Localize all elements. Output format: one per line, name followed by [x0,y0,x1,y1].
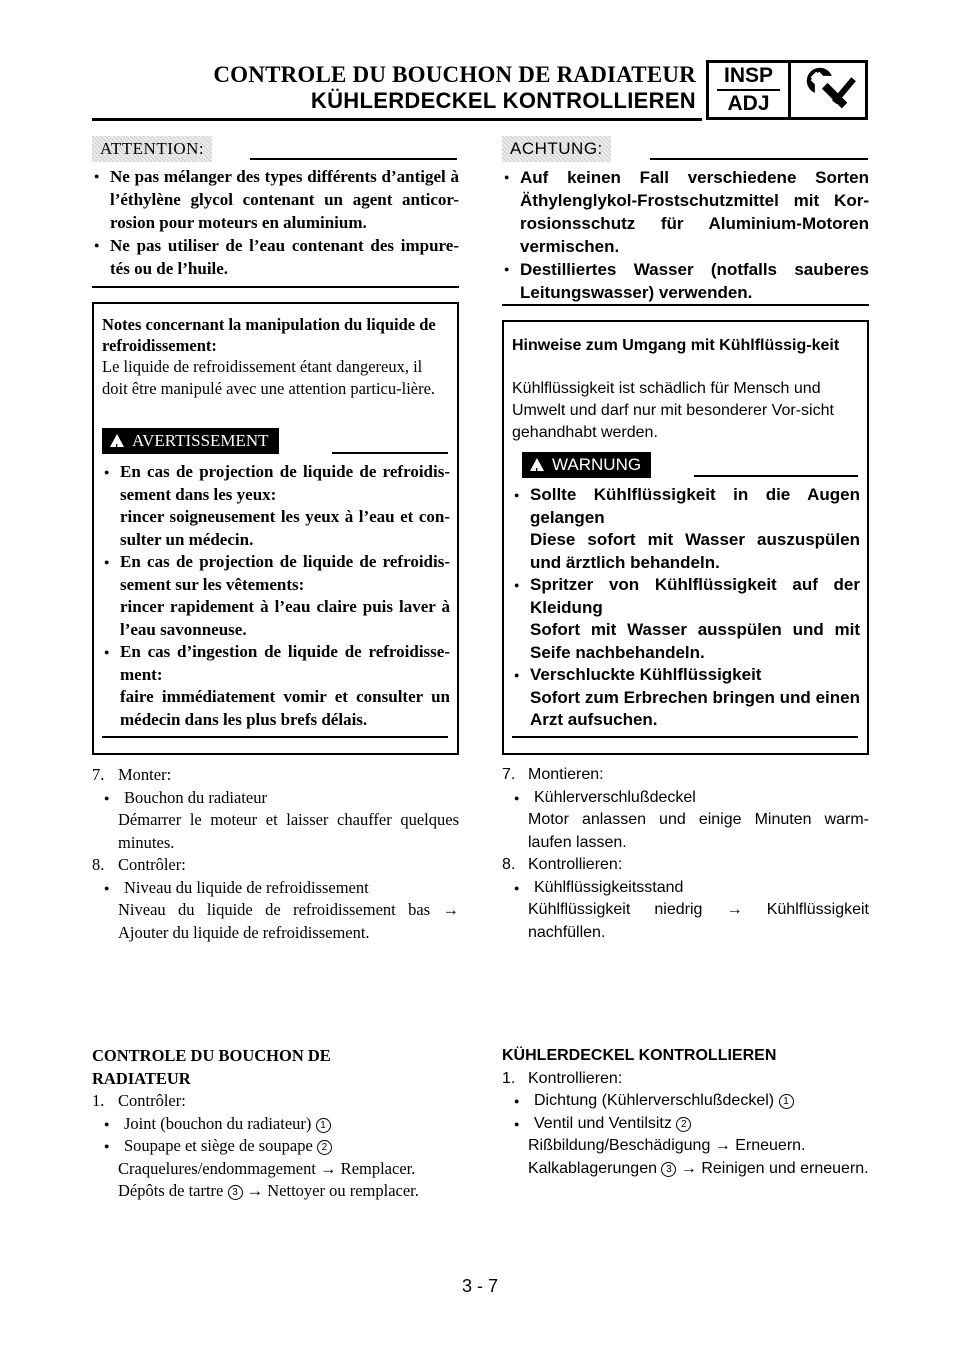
step-label: Kontrollieren: [528,1069,623,1087]
step-item-text: Bouchon du radiateur [124,787,267,807]
warning-item-head: En cas de projection de liquide de refroidis-sement dans les yeux: [120,462,450,504]
warning-label-text: WARNUNG [552,455,642,474]
badge-bottom-label: ADJ [727,92,770,115]
warning-label-text: AVERTISSEMENT [132,431,269,450]
attention-rule [250,158,457,160]
achtung-item: ● Auf keinen Fall verschiedene Sorten Äthylenglykol-Frostschutzmittel mit Kor-rosionsschutz für Aluminium-Motoren vermischen. [502,166,869,258]
warning-item [512,574,860,664]
warning-rule [332,452,448,454]
step-item-text: Niveau du liquide de refroidissement [124,877,369,897]
warning-item-head: Sollte Kühlflüssigkeit in die Augen gelangen [530,485,860,527]
badge-label [709,63,791,117]
step-text: Démarrer le moteur et laisser chauffer quelques minutes. [118,810,459,852]
page-number: 3 - 7 [461,1276,499,1296]
warning-item [512,484,860,574]
step-number: 7. [502,766,516,783]
insp-adj-badge [706,60,868,120]
warning-item [102,551,450,641]
step-text [502,1158,869,1181]
step-text: Niveau du liquide de refroidissement bas → Ajouter du liquide de refroidissement. [118,900,459,942]
step-text-part: → Nettoyer ou remplacer. [246,1181,419,1200]
notes-body: Le liquide de refroidissement étant dangereux, il doit être manipulé avec une attention particu-lière. [102,357,436,398]
step-7 [502,764,869,787]
achtung-list [502,166,869,304]
step-1 [92,1090,459,1113]
step-item [92,1113,459,1136]
step-item [92,877,459,900]
attention-end-rule [92,286,459,288]
coolant-notes-box [92,302,459,755]
step-number: 8. [92,855,105,874]
step-number: 7. [92,765,105,784]
step-item-text: Joint (bouchon du radiateur) [124,1113,312,1133]
step-1 [502,1068,869,1091]
fr-steps [92,764,459,944]
step-item [502,787,869,810]
header-rule [92,118,702,121]
step-item [92,1135,459,1158]
step-text: Craquelures/endommagement → Remplacer. [118,1158,416,1178]
warning-item [512,664,860,732]
step-label: Contrôler: [118,855,186,874]
attention-item: ● Ne pas utiliser de l’eau contenant des impure-tés ou de l’huile. [92,234,459,280]
step-text-part: Dépôts de tartre [118,1181,224,1200]
step-item-text: Kühlflüssigkeitsstand [534,878,684,896]
step-8 [502,854,869,877]
callout-3: 3 [661,1162,676,1177]
notes-title: Notes concernant la manipulation du liquide de refroidissement: [102,315,436,355]
warning-item-head: Verschluckte Kühlflüssigkeit [530,665,762,684]
badge-top-label: INSP [717,63,780,91]
callout-3: 3 [228,1185,243,1200]
de-steps [502,764,869,944]
attention-item: ● Ne pas mélanger des types différents d’antigel à l’éthylène glycol contenant un agent anticor-rosion pour moteurs en aluminium. [92,165,459,234]
callout-1: 1 [316,1118,331,1133]
attention-label: ATTENTION: [92,136,212,162]
warning-item-body: rincer soigneusement les yeux à l’eau et con-sulter un médecin. [120,507,450,549]
warning-item-head: En cas de projection de liquide de refroidis-sement sur les vêtements: [120,552,450,594]
notes-body: Kühlflüssigkeit ist schädlich für Mensch und Umwelt und darf nur mit besonderer Vor-sicht gehandhabt werden. [512,380,834,441]
step-text-part: → Reinigen und erneuern. [680,1159,869,1177]
warning-list [102,461,450,731]
step-text [92,1180,459,1203]
section-title: KÜHLERDECKEL KONTROLLIEREN [502,1047,777,1064]
step-item-text: Dichtung (Kühlerverschlußdeckel) [534,1092,775,1109]
notes-title: Hinweise zum Umgang mit Kühlflüssig-keit [512,337,840,354]
step-7 [92,764,459,787]
warning-item-head: En cas d’ingestion de liquide de refroidisse-ment: [120,642,450,684]
step-label: Monter: [118,765,172,784]
page-title-fr: CONTROLE DU BOUCHON DE RADIATEUR [213,62,696,87]
warning-item [102,641,450,731]
warning-item-body: rincer rapidement à l’eau claire puis laver à l’eau savonneuse. [120,597,450,639]
achtung-rule [650,158,868,160]
fr-section [92,1045,459,1203]
warning-end-rule [102,736,448,738]
step-text: Motor anlassen und einige Minuten warm-laufen lassen. [528,811,869,851]
step-number: 8. [502,856,516,873]
warning-item-head: Spritzer von Kühlflüssigkeit auf der Kleidung [530,575,860,617]
warning-item-body: Sofort mit Wasser ausspülen und mit Seife nachbehandeln. [530,620,860,662]
callout-2: 2 [317,1140,332,1155]
step-number: 1. [92,1091,105,1110]
step-item [502,1090,869,1113]
warning-item-body: Sofort zum Erbrechen bringen und einen Arzt aufsuchen. [530,687,860,729]
step-text: Rißbildung/Beschädigung → Erneuern. [528,1137,806,1154]
step-item [92,787,459,810]
step-item-text: Kühlerverschlußdeckel [534,788,696,806]
attention-list [92,165,459,280]
step-label: Kontrollieren: [528,856,623,873]
warning-item-body: faire immédiatement vomir et consulter un médecin dans les plus brefs délais. [120,687,450,729]
warning-triangle-icon [530,458,544,471]
step-item [502,1113,869,1136]
step-number: 1. [502,1069,516,1087]
step-item [502,877,869,900]
callout-1: 1 [779,1094,794,1109]
achtung-label: ACHTUNG: [502,136,611,162]
section-title: CONTROLE DU BOUCHON DE RADIATEUR [92,1046,331,1088]
step-8 [92,854,459,877]
step-label: Contrôler: [118,1091,186,1110]
warning-rule [694,475,858,477]
achtung-item: ● Destilliertes Wasser (notfalls sauberes Leitungswasser) verwenden. [502,258,869,304]
warning-label [522,452,651,478]
step-label: Montieren: [528,766,604,783]
warning-end-rule [512,736,858,738]
achtung-end-rule [502,304,869,306]
step-text-part: Kalkablagerungen [528,1159,657,1177]
warning-list [512,484,860,732]
warning-triangle-icon [110,434,124,447]
warning-item-body: Diese sofort mit Wasser auszuspülen und ärztlich behandeln. [530,530,860,572]
warning-label [102,428,279,454]
step-item-text: Ventil und Ventilsitz [534,1114,672,1132]
callout-2: 2 [676,1117,691,1132]
step-item-text: Soupape et siège de soupape [124,1136,313,1155]
de-section [502,1045,869,1180]
warning-item [102,461,450,551]
step-text: Kühlflüssigkeit niedrig → Kühlflüssigkeit nachfüllen. [528,901,869,941]
page-title-de: KÜHLERDECKEL KONTROLLIEREN [310,88,696,113]
coolant-notes-box [502,320,869,755]
wrench-icon [794,63,865,117]
